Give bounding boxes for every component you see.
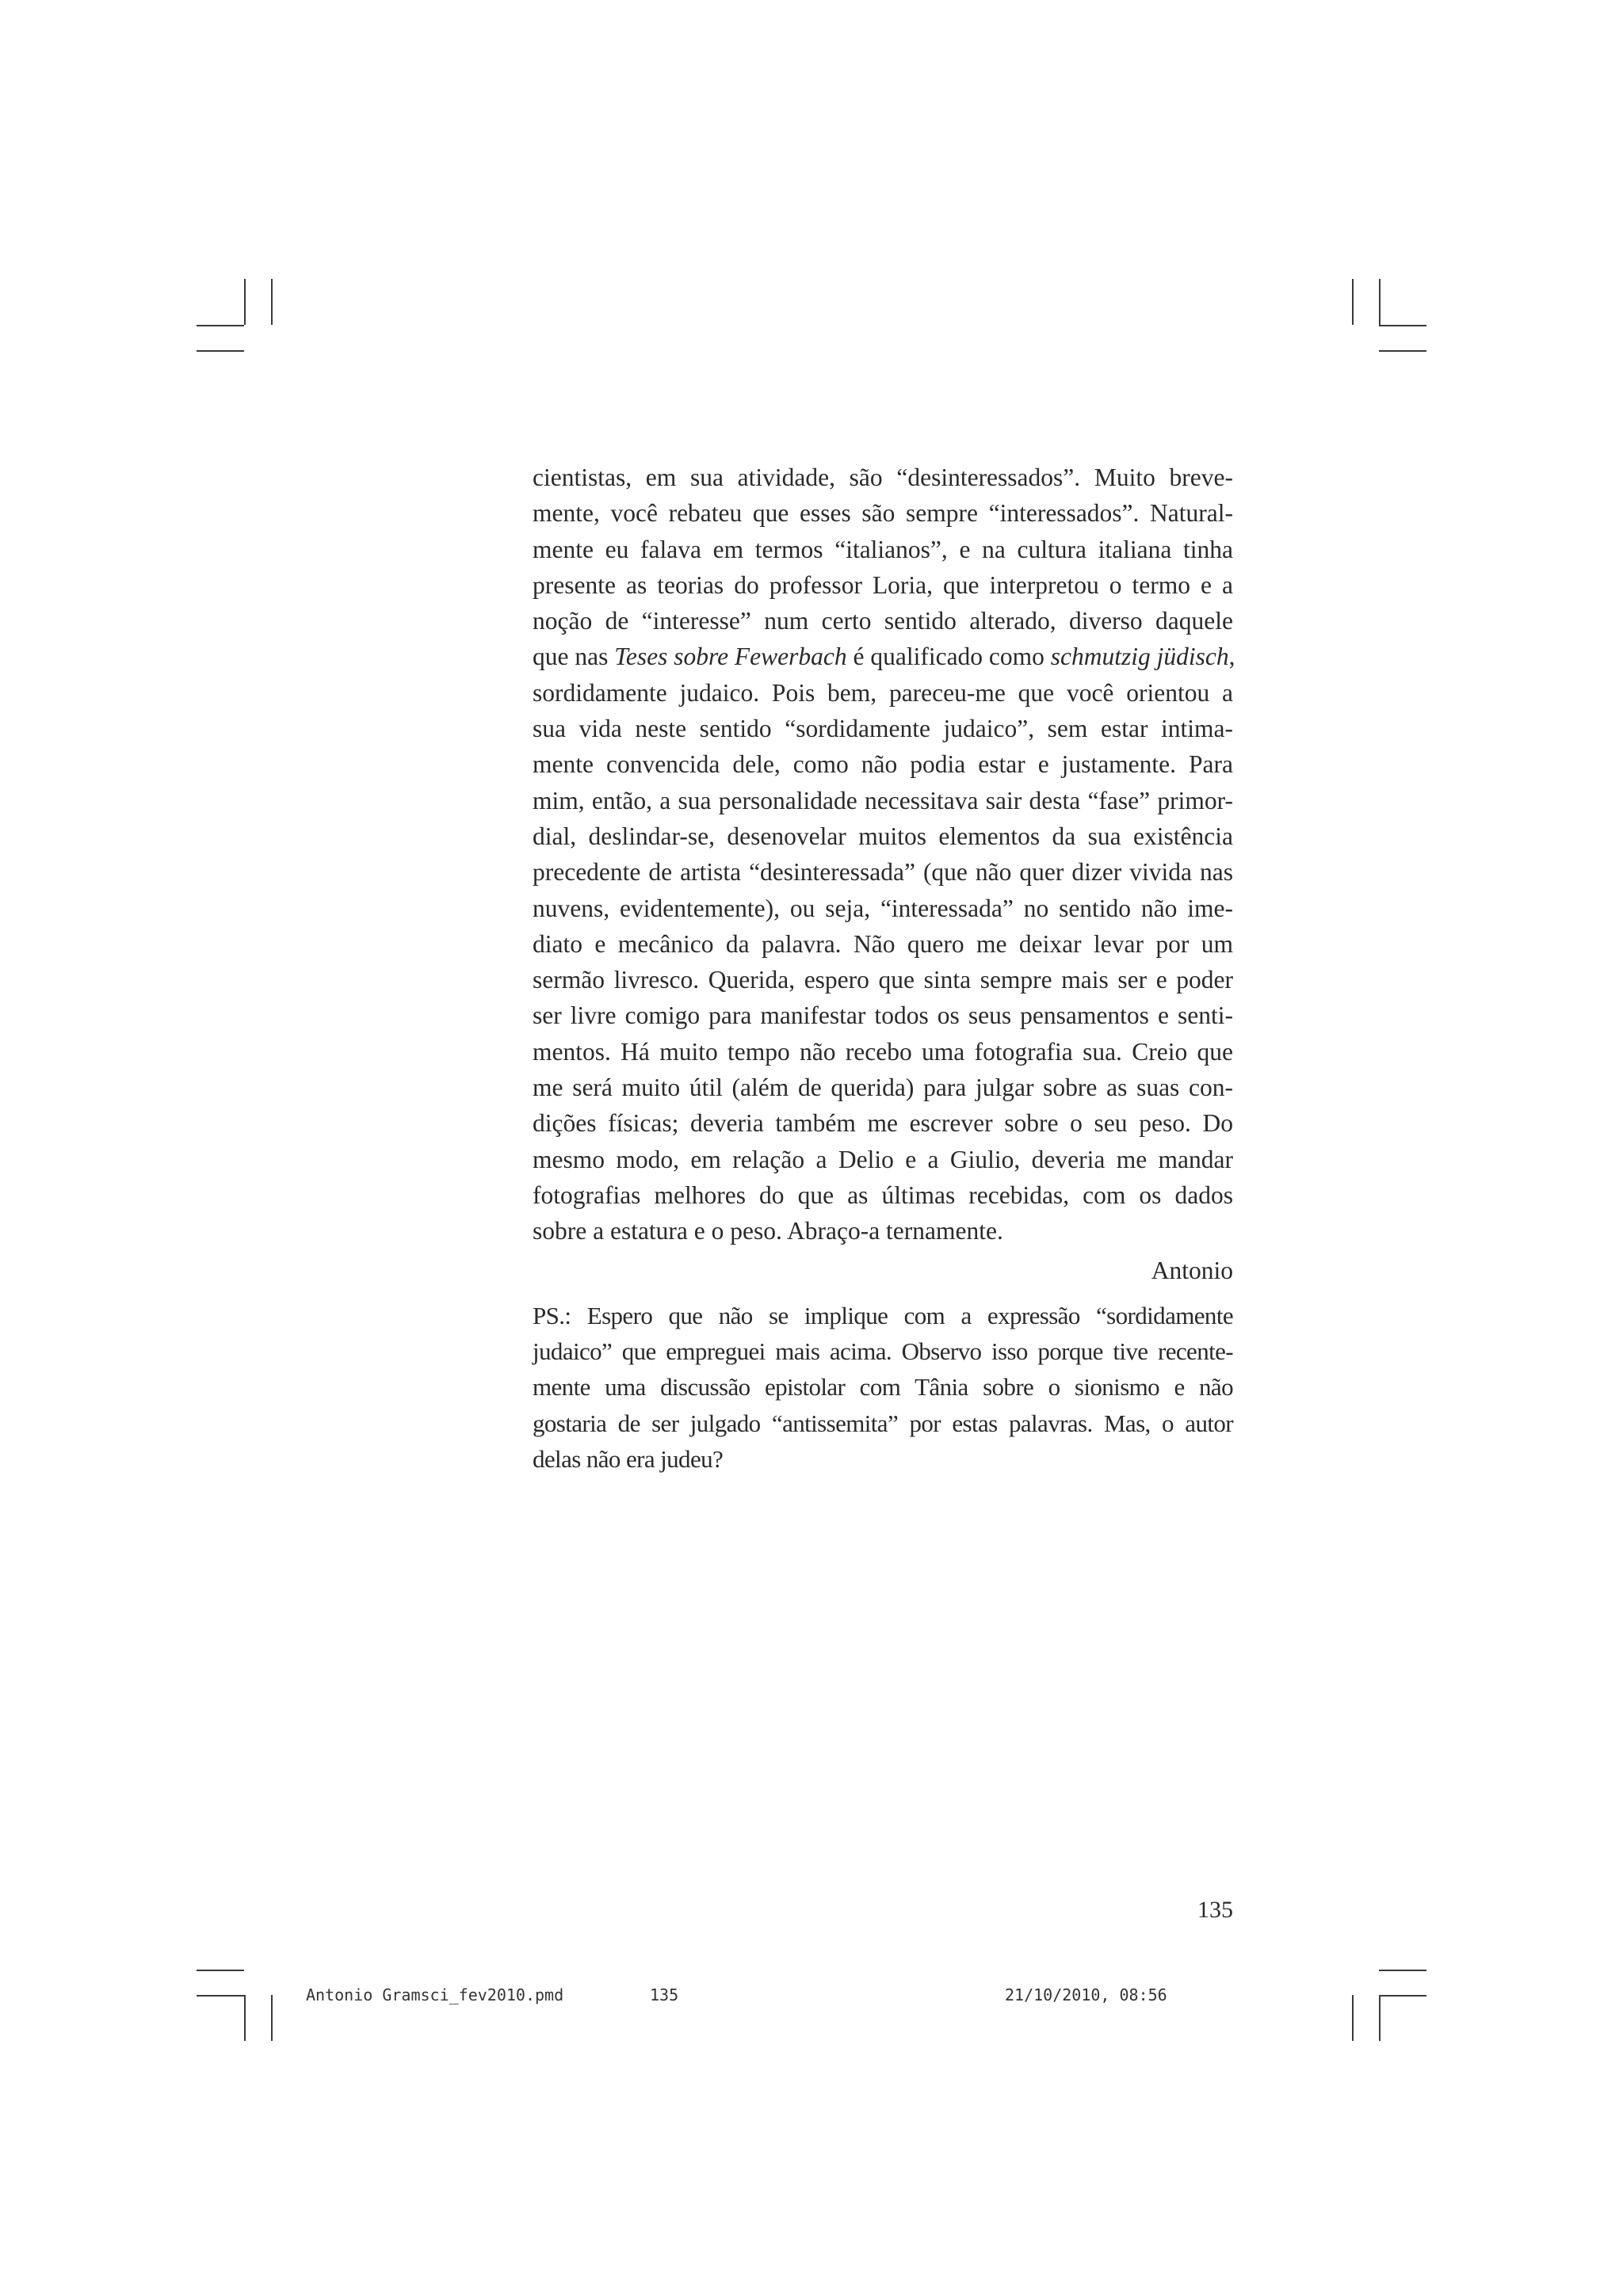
text-line: noção de “interesse” num certo sentido alterado, diverso daquele [533, 607, 1233, 635]
crop-mark-top-right-v2 [1379, 279, 1381, 325]
text-line: nuvens, evidentemente), ou seja, “interessada” no sentido não ime- [533, 894, 1233, 922]
text-line: dial, deslindar-se, desenovelar muitos elementos da sua existência [533, 822, 1233, 850]
crop-mark-bottom-right-v1 [1352, 1995, 1354, 2041]
crop-mark-top-right-h [1379, 325, 1426, 326]
text-line: sordidamente judaico. Pois bem, pareceu-me que você orientou a [533, 678, 1233, 707]
text-line: diato e mecânico da palavra. Não quero me deixar levar por um [533, 929, 1233, 958]
postscript [533, 1298, 1233, 1477]
text-line: mente convencida dele, como não podia estar e justamente. Para [533, 750, 1233, 779]
crop-mark-top-left-v1 [244, 279, 246, 325]
crop-mark-bottom-left-h2 [197, 1970, 244, 1971]
crop-mark-top-left-h [197, 325, 244, 326]
text-line: sobre a estatura e o peso. Abraço-a ternamente. [533, 1217, 1003, 1245]
text-line: me será muito útil (além de querida) para julgar sobre as suas con- [533, 1074, 1233, 1102]
slug-filename: Antonio Gramsci_fev2010.pmd [306, 1985, 564, 2004]
text-line: dições físicas; deveria também me escrever sobre o seu peso. Do [533, 1109, 1233, 1138]
crop-mark-top-left-v2 [271, 279, 273, 325]
text-line: sua vida neste sentido “sordidamente judaico”, sem estar intima- [533, 715, 1233, 743]
text-line: fotografias melhores do que as últimas recebidas, com os dados [533, 1180, 1233, 1209]
slug-page: 135 [650, 1985, 679, 2004]
text-line: delas não era judeu? [533, 1445, 724, 1474]
letter-body [533, 460, 1233, 1249]
text-line: precedente de artista “desinteressada” (que não quer dizer vivida nas [533, 858, 1233, 887]
text-line: mentos. Há muito tempo não recebo uma fotografia sua. Creio que [533, 1037, 1233, 1066]
letter-text [533, 460, 1233, 1477]
crop-mark-bottom-left-h [197, 1995, 244, 1997]
text-line: mim, então, a sua personalidade necessitava sair desta “fase” primor- [533, 786, 1233, 814]
text-line: mente, você rebateu que esses são sempre “interessados”. Natural- [533, 499, 1233, 528]
crop-mark-top-left-h2 [197, 350, 244, 352]
crop-mark-bottom-right-h2 [1379, 1970, 1426, 1971]
text-line: mesmo modo, em relação a Delio e a Giulio, deveria me mandar [533, 1145, 1233, 1173]
text-line: presente as teorias do professor Loria, que interpretou o termo e a [533, 570, 1233, 599]
crop-mark-bottom-left-v2 [271, 1995, 273, 2041]
text-line: PS.: Espero que não se implique com a expressão “sordidamente [533, 1301, 1233, 1329]
text-line: que nas Teses sobre Fewerbach é qualificado como schmutzig jüdisch, [533, 643, 1235, 671]
text-line: mente eu falava em termos “italianos”, e na cultura italiana tinha [533, 535, 1233, 563]
crop-mark-bottom-right-v2 [1379, 1995, 1381, 2041]
text-line: mente uma discussão epistolar com Tânia sobre o sionismo e não [533, 1373, 1233, 1402]
italic-title: Teses sobre Fewerbach [614, 643, 847, 671]
page-number: 135 [1197, 1897, 1233, 1923]
crop-mark-bottom-left-v1 [244, 1995, 246, 2041]
slug-timestamp: 21/10/2010, 08:56 [1005, 1985, 1167, 2004]
crop-mark-bottom-right-h [1379, 1995, 1426, 1997]
italic-title: schmutzig jüdisch [1050, 643, 1229, 671]
text-line: cientistas, em sua atividade, são “desinteressados”. Muito breve- [533, 463, 1233, 491]
text-line: ser livre comigo para manifestar todos os seus pensamentos e senti- [533, 1001, 1233, 1030]
text-line: gostaria de ser julgado “antissemita” por estas palavras. Mas, o autor [533, 1409, 1233, 1437]
crop-mark-top-right-h2 [1379, 350, 1426, 352]
text-line: judaico” que empreguei mais acima. Observo isso porque tive recente- [533, 1337, 1233, 1366]
crop-mark-top-right-v1 [1352, 279, 1354, 325]
text-line: sermão livresco. Querida, espero que sinta sempre mais ser e poder [533, 966, 1233, 994]
signature: Antonio [1151, 1256, 1233, 1284]
